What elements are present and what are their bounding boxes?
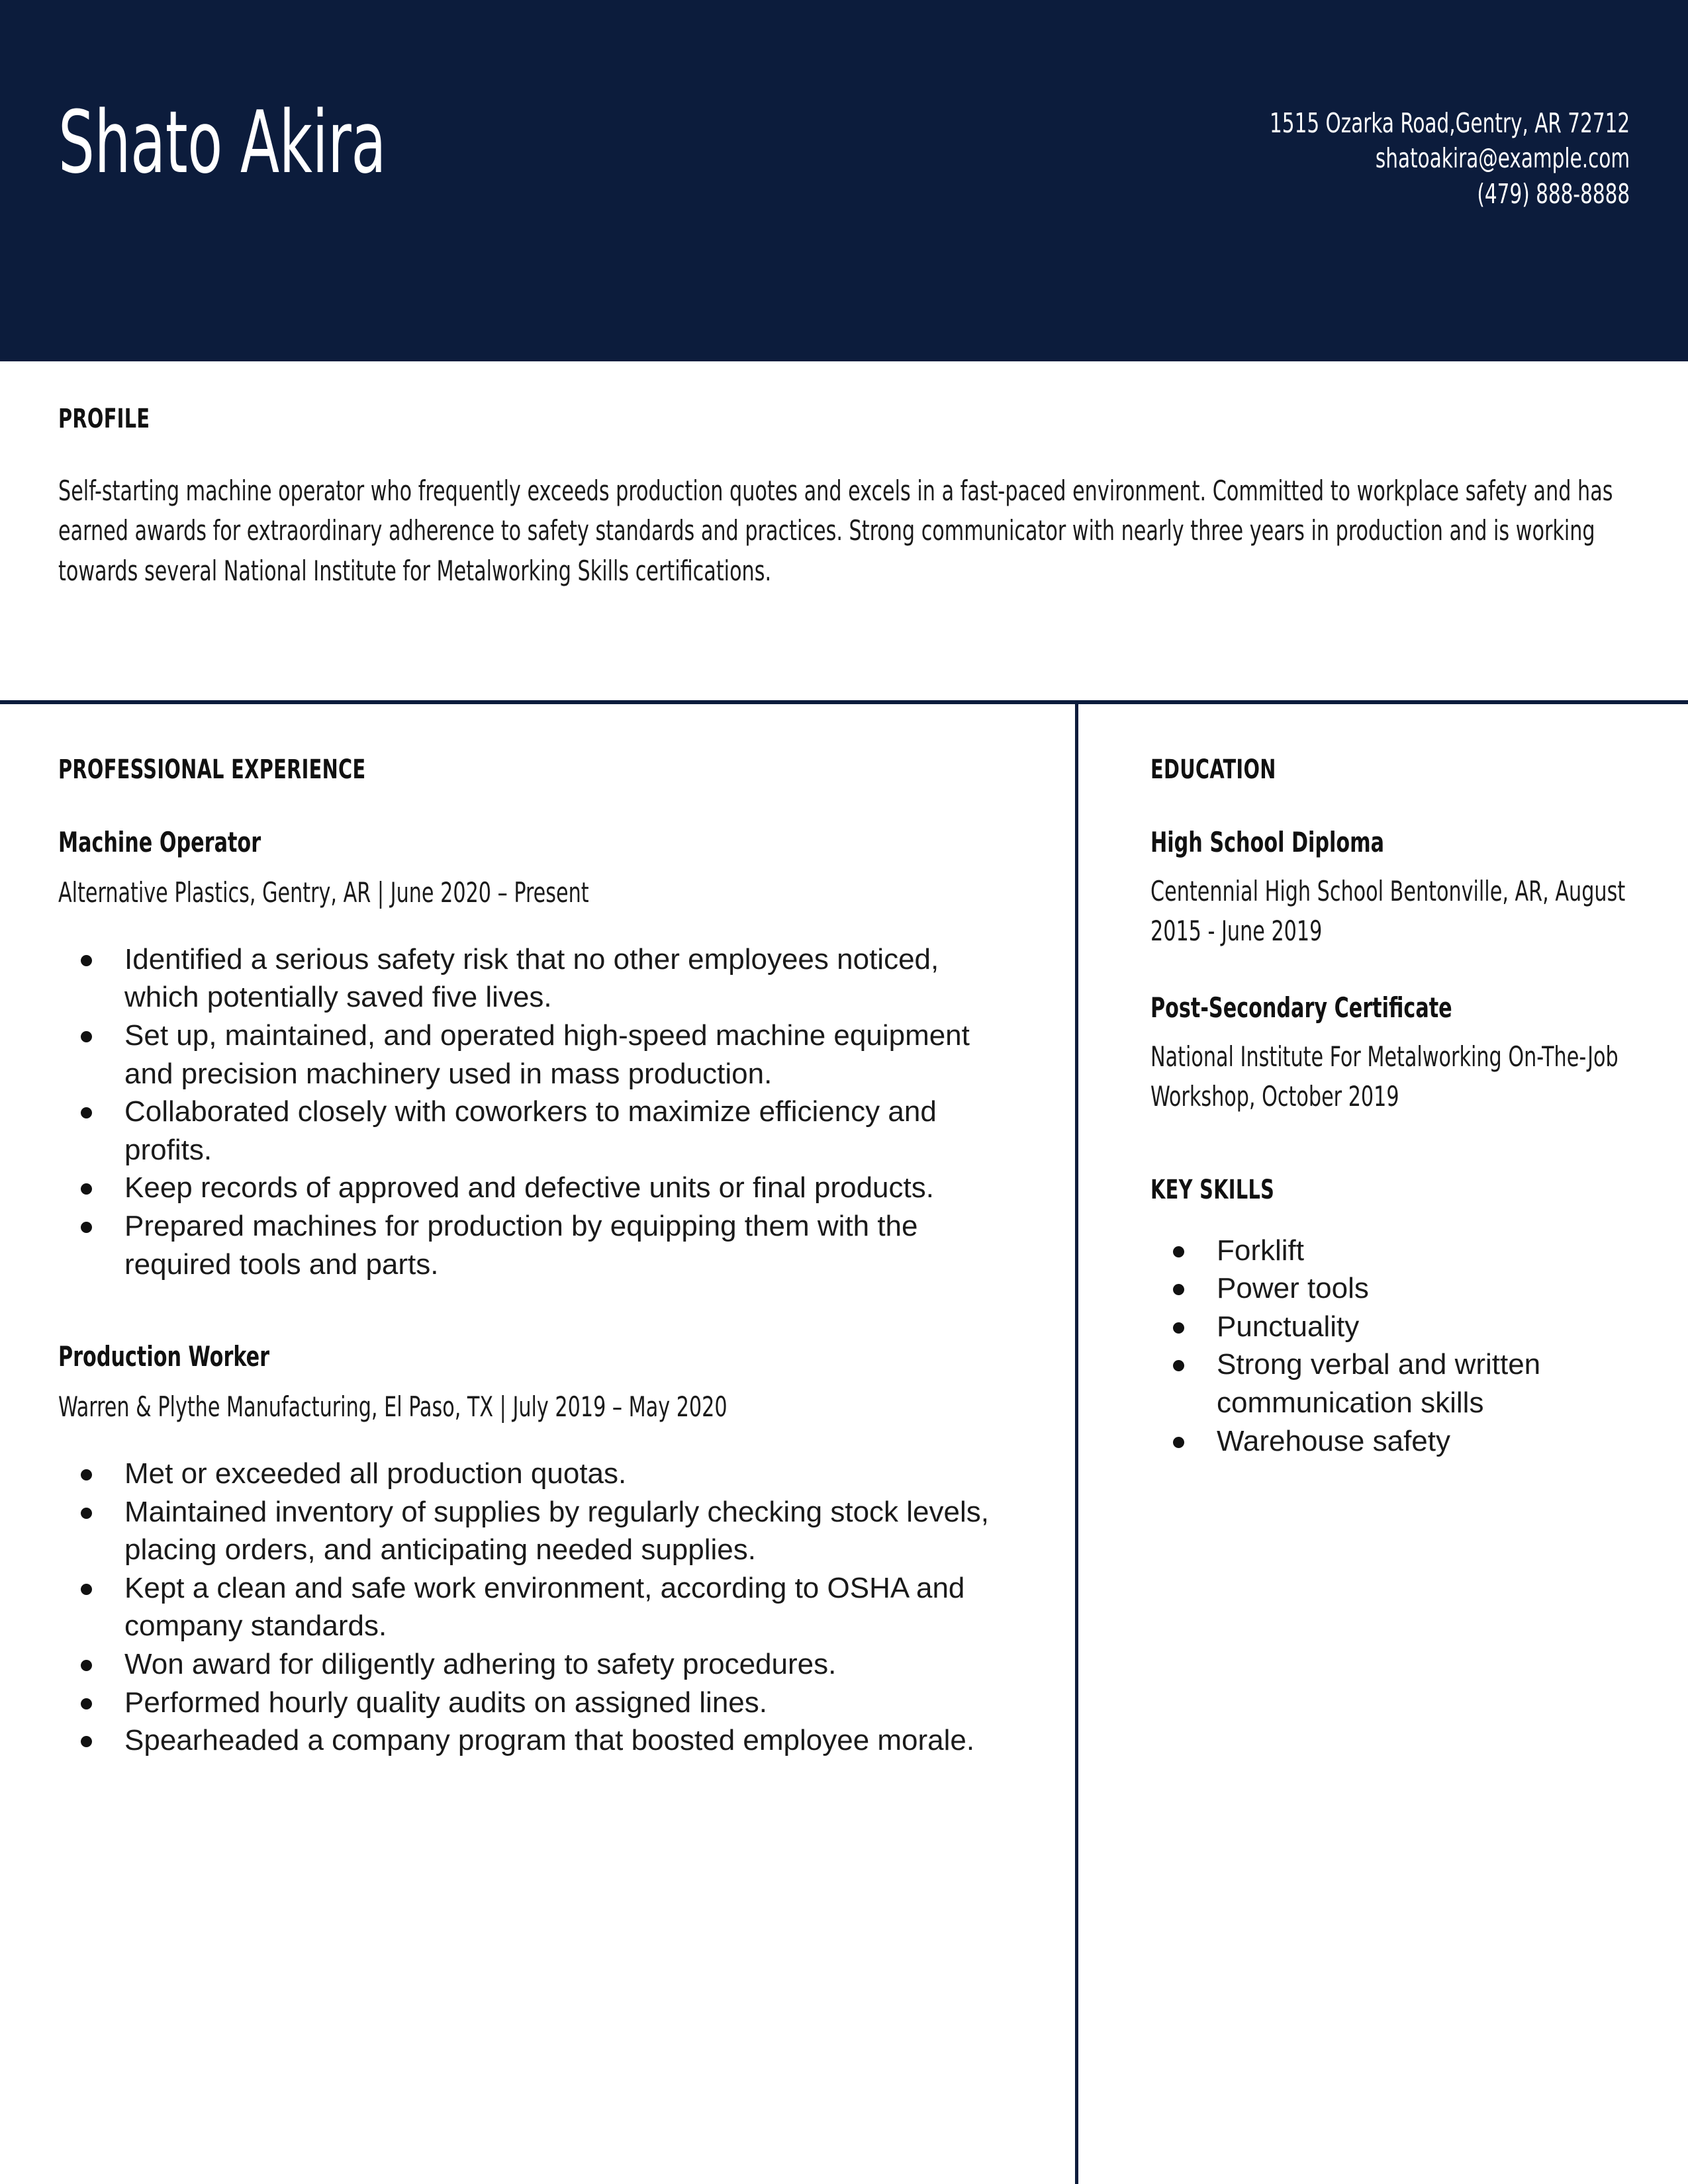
bullet-text: Keep records of approved and defective units or final products. bbox=[124, 1171, 934, 1205]
job-meta: Warren & Plythe Manufacturing, El Paso, TX | July 2019 – May 2020 bbox=[58, 1390, 727, 1424]
list-item bbox=[58, 1569, 998, 1645]
education-title: High School Diploma bbox=[1150, 826, 1385, 858]
horizontal-divider bbox=[0, 700, 1688, 704]
contact-email[interactable]: shatoakira@example.com bbox=[1375, 142, 1630, 175]
bullet-dot-icon bbox=[81, 1569, 95, 1584]
education-entry bbox=[1150, 826, 1634, 950]
education-title: Post-Secondary Certificate bbox=[1150, 991, 1452, 1024]
bullet-dot-icon bbox=[81, 940, 95, 955]
list-item bbox=[1150, 1345, 1634, 1422]
list-item bbox=[58, 1493, 998, 1569]
list-item bbox=[58, 1645, 998, 1684]
bullet-dot-icon bbox=[81, 1455, 95, 1469]
education-details: National Institute For Metalworking On-The-Job Workshop, October 2019 bbox=[1150, 1040, 1618, 1113]
skills-list bbox=[1150, 1232, 1634, 1461]
education-entry bbox=[1150, 991, 1634, 1116]
education-details: Centennial High School Bentonville, AR, August 2015 - June 2019 bbox=[1150, 875, 1626, 947]
experience-heading: PROFESSIONAL EXPERIENCE bbox=[58, 754, 366, 785]
bullet-text: Won award for diligently adhering to safety procedures. bbox=[124, 1648, 837, 1680]
skill-text: Forklift bbox=[1217, 1234, 1304, 1267]
right-column bbox=[1150, 754, 1634, 1460]
list-item bbox=[58, 1093, 998, 1169]
profile-heading: PROFILE bbox=[58, 404, 150, 434]
bullet-dot-icon bbox=[81, 1645, 95, 1660]
skill-text: Punctuality bbox=[1217, 1310, 1360, 1343]
skills-heading: KEY SKILLS bbox=[1150, 1174, 1275, 1205]
bullet-text: Collaborated closely with coworkers to maximize efficiency and profits. bbox=[124, 1095, 937, 1166]
job-bullet-list bbox=[58, 940, 998, 1284]
list-item bbox=[1150, 1269, 1634, 1308]
bullet-dot-icon bbox=[81, 1493, 95, 1508]
bullet-text: Identified a serious safety risk that no other employees noticed, which potentially saved five lives. bbox=[124, 942, 939, 1014]
list-item bbox=[58, 1169, 998, 1207]
list-item bbox=[1150, 1308, 1634, 1346]
experience-entry bbox=[58, 826, 998, 1283]
bullet-text: Met or exceeded all production quotas. bbox=[124, 1457, 627, 1490]
bullet-dot-icon bbox=[81, 1169, 95, 1183]
bullet-dot-icon bbox=[81, 1721, 95, 1736]
bullet-text: Maintained inventory of supplies by regularly checking stock levels, placing orders, and anticipating needed supplies. bbox=[124, 1495, 989, 1567]
bullet-text: Set up, maintained, and operated high-speed machine equipment and precision machinery used in mass production. bbox=[124, 1019, 970, 1090]
contact-block bbox=[1180, 106, 1630, 212]
bullet-text: Prepared machines for production by equipping them with the required tools and parts. bbox=[124, 1210, 918, 1281]
profile-text: Self-starting machine operator who frequently exceeds production quotes and excels in a fast-paced environment. Committed to workplace safety and has earned awards for extraordinary adherence to safety standards and practices. Strong communicator with nearly three years in production and is working towards several National Institute for Metalworking Skills certifications. bbox=[58, 475, 1613, 587]
bullet-text: Kept a clean and safe work environment, according to OSHA and company standards. bbox=[124, 1571, 965, 1643]
bullet-text: Spearheaded a company program that boosted employee morale. bbox=[124, 1724, 975, 1757]
education-heading: EDUCATION bbox=[1150, 754, 1276, 785]
skill-text: Strong verbal and written communication skills bbox=[1217, 1348, 1541, 1419]
list-item bbox=[58, 1684, 998, 1722]
contact-address: 1515 Ozarka Road,Gentry, AR 72712 bbox=[1269, 107, 1630, 139]
list-item bbox=[1150, 1232, 1634, 1270]
bullet-dot-icon bbox=[81, 1093, 95, 1107]
header-inner bbox=[58, 0, 1630, 361]
job-title: Machine Operator bbox=[58, 826, 261, 858]
skill-text: Warehouse safety bbox=[1217, 1424, 1450, 1457]
skill-text: Power tools bbox=[1217, 1272, 1369, 1305]
list-item bbox=[58, 1017, 998, 1093]
list-item bbox=[58, 1721, 998, 1760]
profile-section bbox=[58, 404, 1634, 591]
bullet-dot-icon bbox=[81, 1684, 95, 1698]
list-item bbox=[58, 1207, 998, 1283]
bullet-dot-icon bbox=[81, 1207, 95, 1222]
contact-phone[interactable]: (479) 888-8888 bbox=[1477, 177, 1630, 210]
bullet-dot-icon bbox=[81, 1017, 95, 1031]
job-title: Production Worker bbox=[58, 1340, 269, 1373]
vertical-divider bbox=[1075, 704, 1078, 2184]
experience-entry bbox=[58, 1340, 998, 1760]
bullet-text: Performed hourly quality audits on assigned lines. bbox=[124, 1686, 767, 1719]
left-column bbox=[58, 754, 998, 1760]
job-meta: Alternative Plastics, Gentry, AR | June 2020 – Present bbox=[58, 876, 589, 909]
list-item bbox=[1150, 1422, 1634, 1461]
list-item bbox=[58, 1455, 998, 1493]
list-item bbox=[58, 940, 998, 1017]
candidate-name: Shato Akira bbox=[58, 92, 387, 193]
job-bullet-list bbox=[58, 1455, 998, 1760]
resume-header-band bbox=[0, 0, 1688, 361]
